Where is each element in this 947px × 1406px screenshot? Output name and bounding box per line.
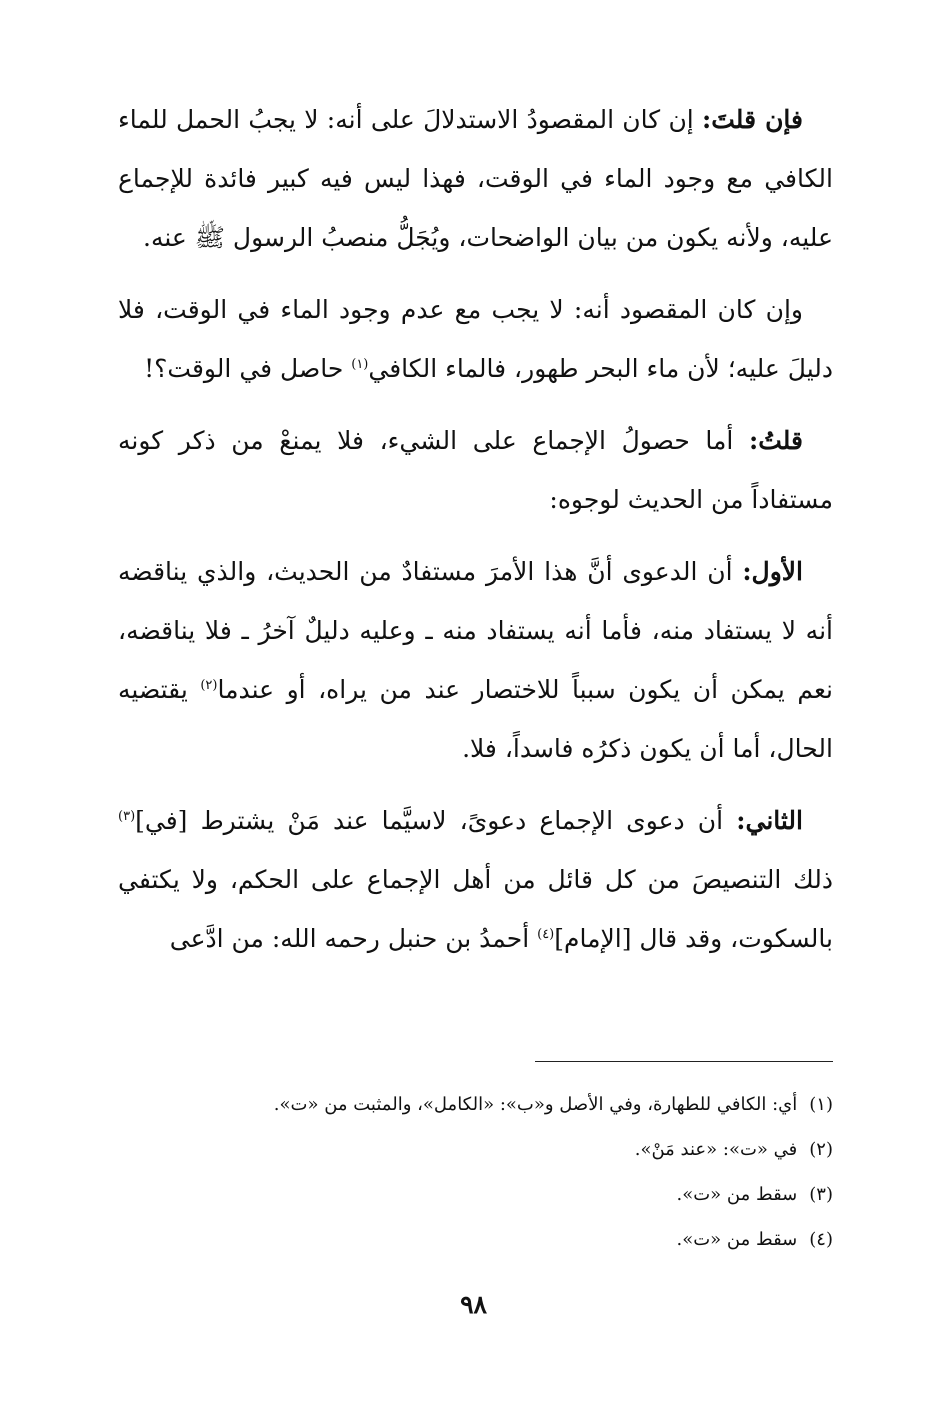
footnote-divider [535, 1061, 833, 1062]
paragraph-text: إن كان المقصودُ الاستدلالَ على أنه: لا يجبُ الحمل للماء الكافي مع وجود الماء في الوقت، فهذا ليس فيه كبير فائدة للإجماع عليه، ولأنه يكون من بيان الواضحات، ويُجَلُّ منصبُ الرسول ﷺ عنه. [118, 105, 833, 252]
paragraph-lead: فإن قلتَ: [702, 105, 803, 134]
footnote-1 [118, 1082, 833, 1127]
footnote-ref-2[interactable]: (٢) [200, 678, 218, 693]
paragraph-text: وإن كان المقصود أنه: لا يجب مع عدم وجود الماء في الوقت، فلا دليلَ عليه؛ لأن ماء البحر طهور، فالماء الكافي [118, 295, 833, 383]
paragraph-2 [118, 280, 833, 398]
paragraph-text: أن الدعوى أنَّ هذا الأمرَ مستفادٌ من الحديث، والذي يناقضه أنه لا يستفاد منه، فأما أنه يستفاد منه ـ وعليه دليلٌ آخرُ ـ فلا يناقضه، نعم يمكن أن يكون سبباً للاختصار عند من يراه، أو عندما [118, 557, 833, 704]
footnote-ref-3[interactable]: (٣) [118, 809, 136, 824]
footnote-number: (٤) [809, 1229, 833, 1250]
footnote-4 [118, 1217, 833, 1262]
footnotes [118, 1082, 833, 1262]
footnote-text: سقط من «ت». [676, 1184, 798, 1205]
footnote-ref-1[interactable]: (١) [351, 357, 369, 372]
paragraph-lead: قلتُ: [748, 426, 803, 455]
footnote-3 [118, 1172, 833, 1217]
footnote-text: أي: الكافي للطهارة، وفي الأصل و«ب»: «الكامل»، والمثبت من «ت». [273, 1094, 798, 1115]
footnote-text: في «ت»: «عند مَنْ». [634, 1139, 798, 1160]
paragraph-5 [118, 791, 833, 968]
page-number: ٩٨ [460, 1290, 487, 1319]
paragraph-4 [118, 542, 833, 778]
footnote-number: (١) [809, 1094, 833, 1115]
paragraph-text: يقتضيه الحال، أما أن يكون ذكرُه فاسداً، فلا. [118, 675, 833, 763]
paragraph-text: أحمدُ بن حنبل رحمه الله: من ادَّعى [169, 924, 538, 953]
paragraph-lead: الثاني: [736, 806, 803, 835]
footnote-number: (٣) [809, 1184, 833, 1205]
paragraph-text: أما حصولُ الإجماع على الشيء، فلا يمنعْ من ذكر كونه مستفاداً من الحديث لوجوه: [118, 426, 833, 514]
footnote-text: سقط من «ت». [676, 1229, 798, 1250]
main-text [118, 90, 833, 981]
paragraph-3 [118, 411, 833, 529]
paragraph-text: أن دعوى الإجماع دعوىً، لاسيَّما عند مَنْ يشترط [في] [135, 806, 737, 835]
paragraph-lead: الأول: [742, 557, 803, 586]
paragraph-text: ذلك التنصيصَ من كل قائل من أهل الإجماع على الحكم، ولا يكتفي بالسكوت، وقد قال [الإمام] [118, 865, 833, 953]
footnote-number: (٢) [809, 1139, 833, 1160]
paragraph-text: حاصل في الوقت؟! [144, 354, 352, 383]
paragraph-1 [118, 90, 833, 267]
footnote-ref-4[interactable]: (٤) [537, 927, 555, 942]
footnote-2 [118, 1127, 833, 1172]
